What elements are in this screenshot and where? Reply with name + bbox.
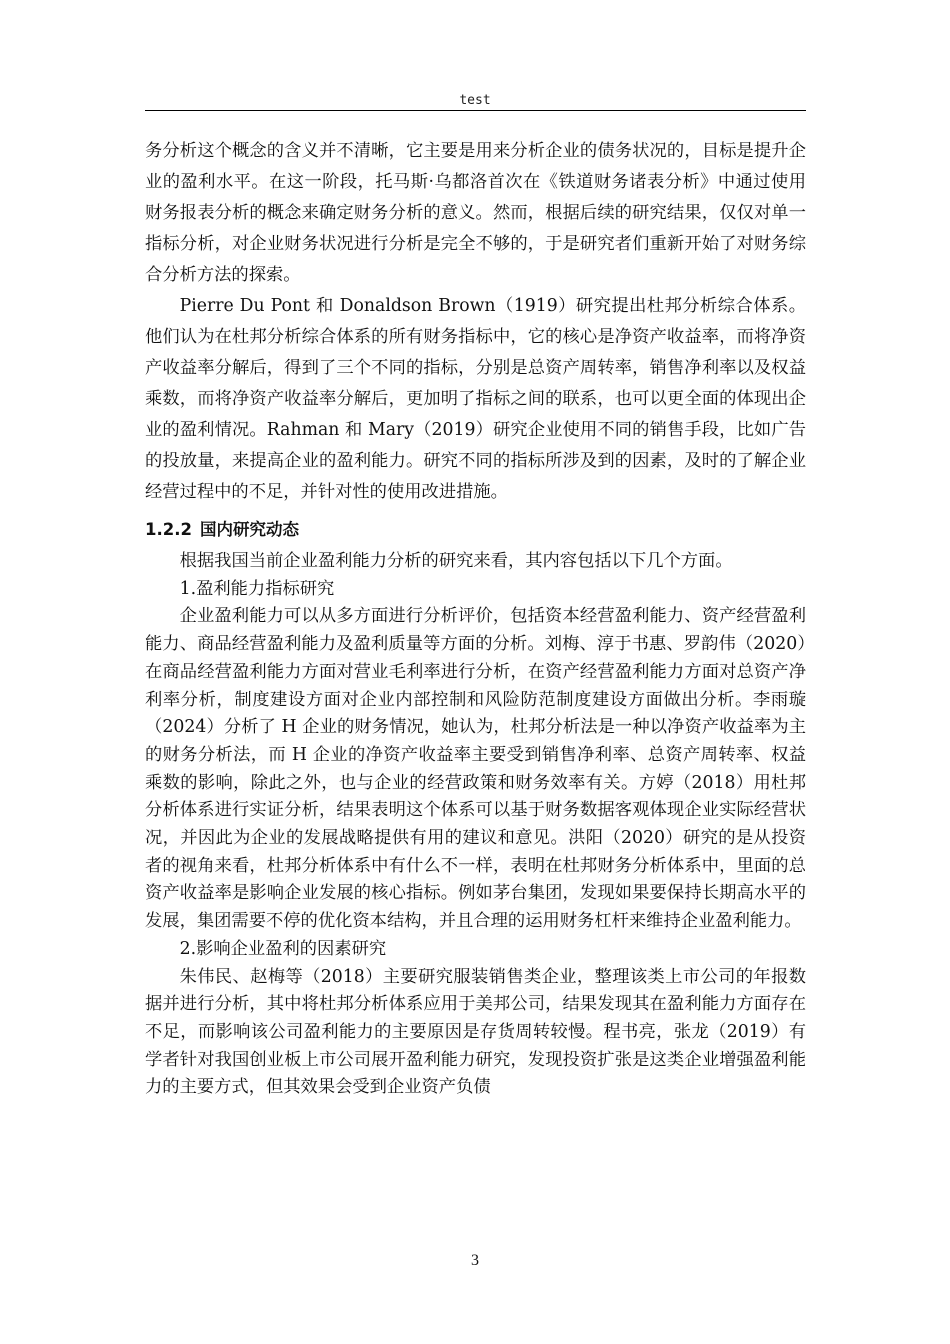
section-number: 1.2.2 [145,520,192,539]
paragraph: 企业盈利能力可以从多方面进行分析评价，包括资本经营盈利能力、资产经营盈利能力、商品经营盈利能力及盈利质量等方面的分析。刘梅、淳于书惠、罗韵伟（2020）在商品经营盈利能力方面对营业毛利率进行分析，在资产经营盈利能力方面对总资产净利率分析，制度建设方面对企业内部控制和风险防范制度建设方面做出分析。李雨璇（2024）分析了 H 企业的财务情况，她认为，杜邦分析法是一种以净资产收益率为主的财务分析法，而 H 企业的净资产收益率主要受到销售净利率、总资产周转率、权益乘数的影响，除此之外，也与企业的经营政策和财务效率有关。方婷（2018）用杜邦分析体系进行实证分析，结果表明这个体系可以基于财务数据客观体现企业实际经营状况，并因此为企业的发展战略提供有用的建议和意见。洪阳（2020）研究的是从投资者的视角来看，杜邦分析体系中有什么不一样，表明在杜邦财务分析体系中，里面的总资产收益率是影响企业发展的核心指标。例如茅台集团，发现如果要保持长期高水平的发展，集团需要不停的优化资本结构，并且合理的运用财务杠杆来维持企业盈利能力。 [145,606,806,932]
page-header: test [459,93,491,108]
paragraph: 务分析这个概念的含义并不清晰，它主要是用来分析企业的债务状况的，目标是提升企业的盈利水平。在这一阶段，托马斯·乌都洛首次在《铁道财务诸表分析》中通过使用财务报表分析的概念来确定财务分析的意义。然而，根据后续的研究结果，仅仅对单一指标分析，对企业财务状况进行分析是完全不够的，于是研究者们重新开始了对财务综合分析方法的探索。 [145,141,806,285]
paragraph: Pierre Du Pont 和 Donaldson Brown（1919）研究提出杜邦分析综合体系。他们认为在杜邦分析综合体系的所有财务指标中，它的核心是净资产收益率，而将净资产收益率分解后，得到了三个不同的指标，分别是总资产周转率，销售净利率以及权益乘数，而将净资产收益率分解后，更加明了指标之间的联系，也可以更全面的体现出企业的盈利情况。Rahman 和 Mary（2019）研究企业使用不同的销售手段，比如广告的投放量，来提高企业的盈利能力。研究不同的指标所涉及到的因素，及时的了解企业经营过程中的不足，并针对性的使用改进措施。 [145,296,806,502]
page-number: 3 [471,1252,479,1269]
document-body [145,136,806,1102]
paragraph: 朱伟民、赵梅等（2018）主要研究服装销售类企业，整理该类上市公司的年报数据并进行分析，其中将杜邦分析体系应用于美邦公司，结果发现其在盈利能力方面存在不足，而影响该公司盈利能力的主要原因是存货周转较慢。程书亮，张龙（2019）有学者针对我国创业板上市公司展开盈利能力研究，发现投资扩张是这类企业增强盈利能力的主要方式，但其效果会受到企业资产负债 [145,966,806,1098]
header-divider [145,110,806,111]
section-heading [145,517,806,543]
section-content [145,548,806,1102]
subheading: 1.盈利能力指标研究 [179,578,335,599]
paragraph: 根据我国当前企业盈利能力分析的研究来看，其内容包括以下几个方面。 [179,551,733,571]
section-title: 国内研究动态 [199,520,299,539]
subheading: 2.影响企业盈利的因素研究 [179,938,387,959]
